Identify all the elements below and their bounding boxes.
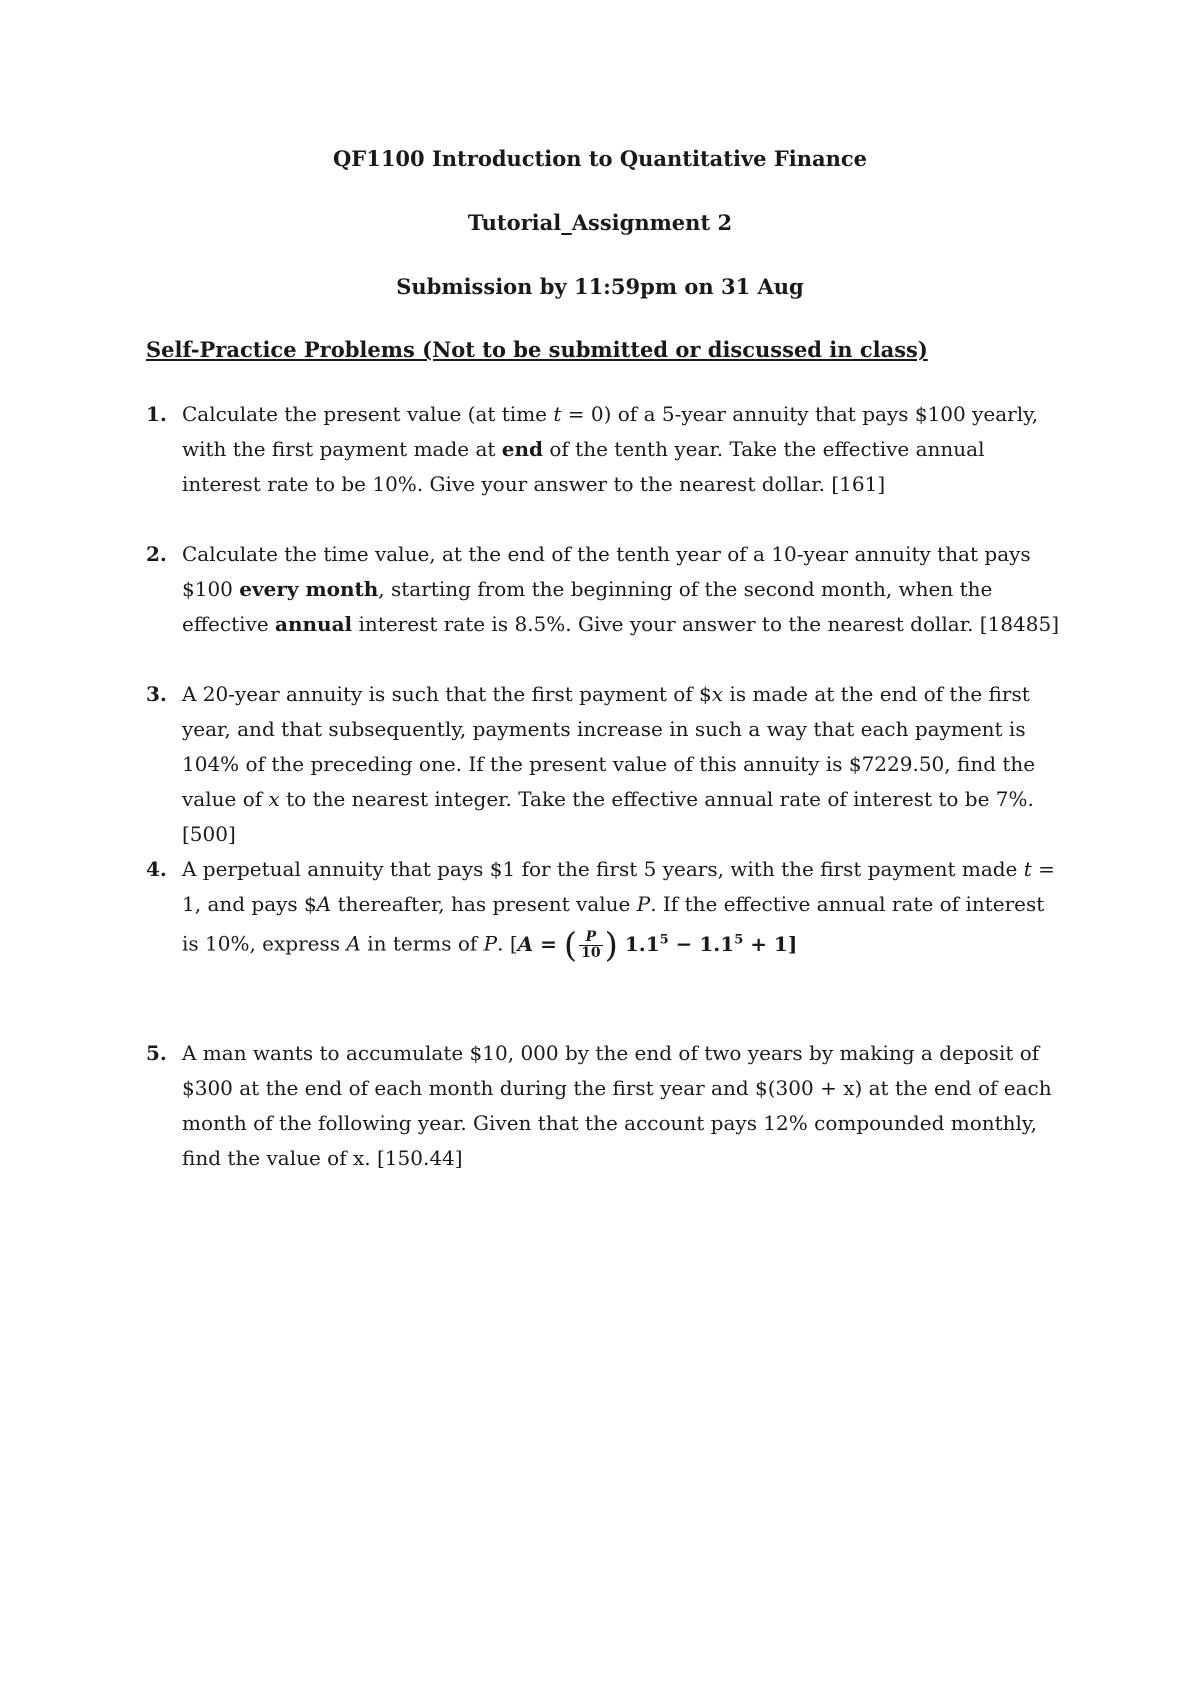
question-number: 2. [146, 542, 167, 566]
question-4 [146, 852, 1066, 966]
answer-formula: A = ( $\frac{P}{10}$ ) $1.1^5 - 1.1^5 + 1$] [517, 925, 798, 966]
question-number: 5. [146, 1041, 167, 1065]
question-2 [146, 537, 1066, 642]
question-3 [146, 677, 1066, 852]
question-5 [146, 1036, 1066, 1176]
question-text: A perpetual annuity that pays $1 for the first 5 years, with the first payment made t = 1, and pays $A thereafter, has present value P. If the effective annual rate of interest is 10%, express A in terms of P. [A = ( $\frac{P}{10}$ ) $1.1^5 - 1.1^5 + 1$] [182, 857, 1055, 966]
question-text: A man wants to accumulate $10, 000 by the end of two years by making a deposit of $300 at the end of each month during the first year and $(300 + x) at the end of each month of the following year. Given that the account pays 12% compounded monthly, find the value of x. [150.44] [182, 1041, 1052, 1170]
question-number: 4. [146, 857, 167, 881]
question-text: Calculate the time value, at the end of the tenth year of a 10-year annuity that pays $100 every month, starting from the beginning of the second month, when the effective annual interest rate is 8.5%. Give your answer to the nearest dollar. [18485] [182, 542, 1060, 636]
submission-deadline: Submission by 11:59pm on 31 Aug [396, 274, 804, 299]
document-subtitle: Tutorial_Assignment 2 [467, 210, 733, 235]
question-text: Calculate the present value (at time t = 0) of a 5-year annuity that pays $100 yearly, with the first payment made at end of the tenth year. Take the effective annual interest rate to be 10%. Give your answer to the nearest dollar. [161] [182, 402, 1039, 496]
question-1 [146, 397, 1066, 502]
question-number: 3. [146, 682, 167, 706]
fraction: $\frac{P}{10}$ [581, 928, 601, 961]
question-number: 1. [146, 402, 167, 426]
question-text: A 20-year annuity is such that the first payment of $x is made at the end of the first year, and that subsequently, payments increase in such a way that each payment is 104% of the preceding one. If the present value of this annuity is $7229.50, find the value of x to the nearest integer. Take the effective annual rate of interest to be 7%. [500] [182, 682, 1036, 846]
document-title: QF1100 Introduction to Quantitative Finance [333, 146, 867, 171]
section-heading: Self-Practice Problems (Not to be submitted or discussed in class) [146, 337, 928, 362]
